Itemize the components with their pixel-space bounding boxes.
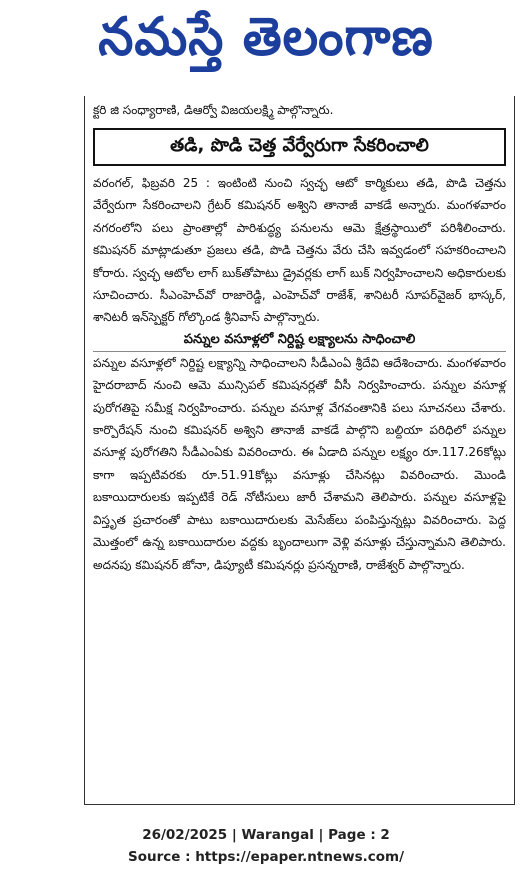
masthead-title: నమస్తే తెలంగాణ <box>98 5 434 67</box>
footer-source: Source : https://epaper.ntnews.com/ <box>127 849 405 865</box>
paragraph-2: పన్నుల వసూళ్లలో నిర్దిష్ట లక్ష్యాన్ని సాధించాలని సీడీఎంఏ శ్రీదేవి ఆదేశించారు. మంగళవారం హైదరాబాద్ నుంచి ఆమె మున్సిపల్ కమిషనర్లతో వీసీ నిర్వహించారు. పన్నుల వసూళ్ల పురోగతిపై సమీక్ష నిర్వహించారు. పన్నుల వసూళ్ల వేగవంతానికి పలు సూచనలు చేశారు. కార్పొరేషన్ నుంచి కమిషనర్ అశ్విని తానాజీ వాకడే పాల్గొని బల్దియా పరిధిలో పన్నుల వసూళ్ల పురోగతిని సీడీఎంఏకు వివరించారు. ఈ ఏడాది పన్నుల లక్ష్యం రూ.117.26కోట్లు కాగా ఇప్పటివరకు రూ.51.91కోట్లు వసూళ్లు చేసినట్లు వివరించారు. మొండి బకాయిదారులకు ఇప్పటికే రెడ్ నోటీసులు జారీ చేశామని తెలిపారు. పన్నుల వసూళ్లపై విస్తృత ప్రచారంతో పాటు బకాయిదారులకు మెసేజ్‌లు పంపిస్తున్నట్లు వివరించారు. పెద్ద మొత్తంలో ఉన్న బకాయిదారుల వద్దకు బృందాలుగా వెళ్లి వసూళ్లు చేస్తున్నామని తెలిపారు. అదనపు కమిషనర్ జోనా, డిప్యూటీ కమిషనర్లు ప్రసన్నరాణి, రాజేశ్వర్ పాల్గొన్నారు. <box>93 355 506 572</box>
article-body-1 <box>85 172 514 329</box>
article-clipping <box>84 96 515 805</box>
carryover-line: క్టరి జి సంధ్యారాణి, డిఆర్వో విజయలక్ష్మి పాల్గొన్నారు. <box>93 103 334 117</box>
page-footer <box>0 824 532 868</box>
paragraph-1: వరంగల్, ఫిబ్రవరి 25 : ఇంటింటి నుంచి స్వచ్ఛ ఆటో కార్మికులు తడి, పొడి చెత్తను వేర్వేరుగా సేకరించాలని గ్రేటర్ కమిషనర్ అశ్విని తానాజీ వాకడే అన్నారు. మంగళవారం నగరంలోని పలు ప్రాంతాల్లో పారిశుద్ధ్య పనులను ఆమె క్షేత్రస్థాయిలో పరిశీలించారు. కమిషనర్ మాట్లాడుతూ ప్రజలు తడి, పొడి చెత్తను వేరు చేసి ఇవ్వడంలో సహకరించాలని కోరారు. స్వచ్ఛ ఆటోల లాగ్ బుక్‌తోపాటు డ్రైవర్లకు లాగ్ బుక్ నిర్వహించాలని అధికారులకు సూచించారు. సీఎంహెచ్‌వో రాజారెడ్డి, ఎంహెచ్‌వో రాజేశ్, శానిటరీ సూపర్‌వైజర్ భాస్కర్, శానిటరీ ఇన్‌స్పెక్టర్ గోల్కొండ శ్రీనివాస్ పాల్గొన్నారు. <box>93 176 506 325</box>
article-subheading: పన్నుల వసూళ్లలో నిర్దిష్ట లక్ష్యాలను సాధించాలి <box>93 329 506 352</box>
newspaper-masthead <box>0 0 532 86</box>
article-body-2 <box>85 352 514 576</box>
footer-dateline: 26/02/2025 | Warangal | Page : 2 <box>142 827 390 843</box>
article-headline: తడి, పొడి చెత్త వేర్వేరుగా సేకరించాలి <box>93 128 506 166</box>
